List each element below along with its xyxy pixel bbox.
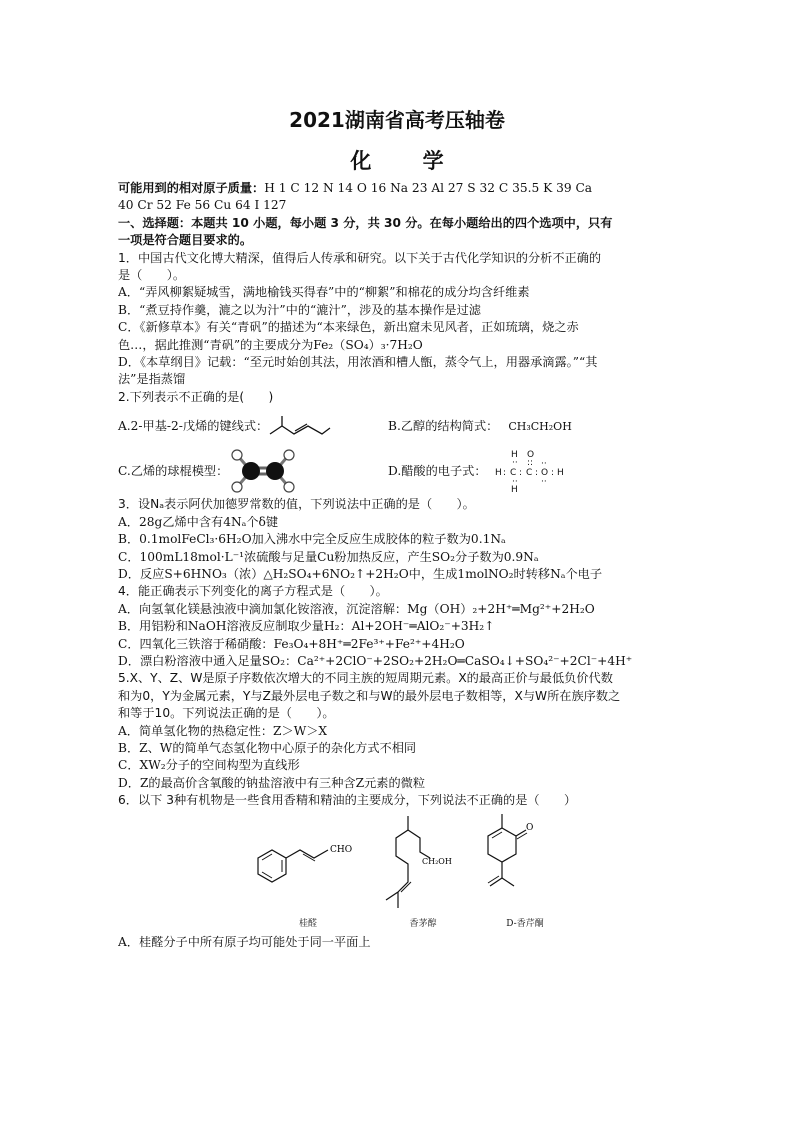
q5-option-c: C．XW₂分子的空间构型为直线形 [118, 758, 300, 773]
q5-stem-1: 5.X、Y、Z、W是原子序数依次增大的不同主族的短周期元素。X的最高正价与最低负价代数 [118, 671, 613, 686]
q1-option-c-2: 色…，据此推测“青矾”的主要成分为Fe₂（SO₄）₃·7H₂O [118, 337, 423, 352]
carvone-structure-icon [470, 810, 580, 920]
q1-option-d-1: D．《本草纲目》记载：“至元时始创其法，用浓酒和槽人甑，蒸令气上，用器承滴露。”“其 [118, 355, 598, 370]
q4-stem: 4．能正确表示下列变化的离子方程式是（ ）。 [118, 584, 388, 599]
svg-text:··: ·· [540, 477, 547, 488]
exam-content [118, 180, 678, 951]
svg-text::: : [502, 468, 506, 479]
q2-option-d: D.醋酸的电子式： [388, 463, 487, 478]
electron-formula-icon [493, 448, 573, 494]
q4-option-d: D．漂白粉溶液中通入足量SO₂：Ca²⁺+2ClO⁻+2SO₂+2H₂O═CaSO₄↓+SO₄²⁻+2Cl⁻+4H⁺ [118, 653, 633, 668]
svg-text:O: O [540, 468, 548, 479]
q3-stem: 3．设Nₐ表示阿伏加德罗常数的值，下列说法中正确的是（ ）。 [118, 497, 475, 512]
q3-option-c: C．100mL18mol·L⁻¹浓硫酸与足量Cu粉加热反应，产生SO₂分子数为0.9Nₐ [118, 549, 539, 564]
q1-option-d-2: 法”是指蒸馏 [118, 372, 186, 387]
q5-option-b: B．Z、W的简单气态氢化物中心原子的杂化方式不相同 [118, 740, 417, 755]
svg-text::: : [550, 468, 554, 479]
citronellol-structure-icon [368, 810, 478, 920]
q2-stem: 2.下列表示不正确的是( ) [118, 389, 274, 404]
q2-option-b: B.乙醇的结构简式： [388, 418, 499, 433]
q1-stem-2: 是（ ）。 [118, 268, 186, 283]
q2-row-cd [118, 446, 678, 496]
cinnamaldehyde-structure-icon [248, 810, 368, 910]
q5-option-d: D．Z的最高价含氧酸的钠盐溶液中有三种含Z元素的微粒 [118, 775, 426, 790]
svg-text:··: ·· [540, 459, 547, 470]
svg-text:CH₂OH: CH₂OH [422, 856, 452, 866]
citronellol-label: 香茅醇 [409, 919, 437, 930]
section-heading-2: 一项是符合题目要求的。 [118, 233, 253, 248]
citronellol-figure [368, 810, 478, 934]
q1-option-c-1: C．《新修草本》有关“青矾”的描述为“本来绿色，新出窟未见风者，正如琉璃，烧之赤 [118, 320, 579, 335]
section-heading-1: 一、选择题：本题共 10 小题，每小题 3 分，共 30 分。在每小题给出的四个选项中，只有 [118, 215, 613, 230]
q2-row-ab [118, 406, 678, 446]
svg-text:H: H [556, 468, 564, 479]
q4-option-a: A．向氢氧化镁悬浊液中滴加氯化铵溶液，沉淀溶解：Mg（OH）₂+2H⁺═Mg²⁺+2H₂O [118, 601, 595, 616]
carvone-figure [470, 810, 580, 934]
q4-option-b: B．用铝粉和NaOH溶液反应制取少量H₂：Al+2OH⁻═AlO₂⁻+3H₂↑ [118, 619, 495, 634]
q1-option-a: A．“弄风柳絮疑城雪，满地榆钱买得春”中的“柳絮”和棉花的成分均含纤维素 [118, 285, 530, 300]
q4-option-c: C．四氧化三铁溶于稀硝酸：Fe₃O₄+8H⁺═2Fe³⁺+Fe²⁺+4H₂O [118, 636, 465, 651]
cinnamaldehyde-label: 桂醛 [298, 919, 317, 930]
svg-text:C: C [509, 468, 516, 479]
q5-stem-2: 和为0，Y为金属元素，Y与Z最外层电子数之和与W的最外层电子数相等，X与W所在族序数之 [118, 688, 621, 703]
svg-text:C: C [525, 468, 532, 479]
q5-option-a: A．简单氢化物的热稳定性：Z＞W＞X [118, 723, 328, 738]
exam-title: 2021湖南省高考压轴卷 [289, 108, 505, 132]
svg-text:O: O [526, 450, 534, 461]
carvone-label: D-香芹酮 [506, 919, 544, 930]
svg-text:H: H [494, 468, 502, 479]
svg-text::: : [518, 468, 522, 479]
svg-text:CHO: CHO [330, 844, 353, 855]
cinnamaldehyde-figure [248, 810, 368, 934]
q5-stem-3: 和等于10。下列说法正确的是（ ）。 [118, 706, 335, 721]
q3-option-a: A．28g乙烯中含有4Nₐ个δ键 [118, 514, 279, 529]
subject-title: 化 学 [350, 149, 466, 173]
atomic-mass-line-2: 40 Cr 52 Fe 56 Cu 64 I 127 [118, 198, 287, 213]
svg-text:O: O [526, 822, 534, 833]
svg-text::: : [534, 468, 538, 479]
ball-stick-model-icon [228, 448, 298, 494]
q6-stem: 6．以下 3种有机物是一些食用香精和精油的主要成分，下列说法不正确的是（ ） [118, 793, 577, 808]
atomic-mass-line-1: 可能用到的相对原子质量：H 1 C 12 N 14 O 16 Na 23 Al 27 S 32 C 35.5 K 39 Ca [118, 181, 593, 195]
svg-text:··: ·· [511, 458, 518, 469]
q3-option-d: D．反应S+6HNO₃（浓）△H₂SO₄+6NO₂↑+2H₂O中，生成1molNO₂时转移Nₐ个电子 [118, 566, 603, 581]
q2-option-a: A.2-甲基-2-戊烯的键线式： [118, 418, 269, 433]
q1-option-b: B．“煮豆持作羹，漉之以为汁”中的“漉汁”，涉及的基本操作是过滤 [118, 302, 481, 317]
ethanol-formula: CH₃CH₂OH [508, 419, 572, 433]
svg-text:::: :: [526, 458, 533, 469]
q6-option-a: A．桂醛分子中所有原子均可能处于同一平面上 [118, 934, 371, 949]
svg-text:··: ·· [511, 477, 518, 488]
svg-text:H: H [510, 485, 518, 495]
q1-stem-1: 1．中国古代文化博大精深，值得后人传承和研究。以下关于古代化学知识的分析不正确的 [118, 250, 602, 265]
q3-option-b: B．0.1molFeCl₃·6H₂O加入沸水中完全反应生成胶体的粒子数为0.1Nₐ [118, 532, 506, 547]
q2-option-c: C.乙烯的球棍模型： [118, 463, 229, 478]
skeletal-formula-icon [268, 414, 332, 438]
q6-structures [118, 810, 678, 934]
svg-text:H: H [510, 450, 518, 461]
